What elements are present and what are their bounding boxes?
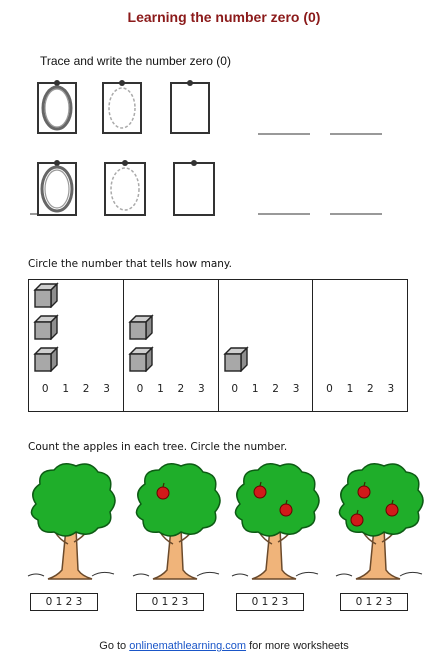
start-dot — [54, 160, 60, 166]
number-choices — [313, 383, 407, 395]
trace-row-2 — [30, 160, 382, 215]
apple-tree — [226, 458, 326, 588]
choice-number[interactable]: 0 — [326, 383, 333, 395]
footer-link[interactable]: onlinemathlearning.com — [129, 640, 247, 652]
choice-number[interactable]: 3 — [197, 383, 205, 395]
count-column — [124, 280, 219, 411]
count-column — [219, 280, 314, 411]
trace-instruction: Trace and write the number zero (0) — [40, 54, 231, 68]
answer-box[interactable]: 0 1 2 3 — [236, 593, 304, 611]
start-dot — [119, 80, 125, 86]
choice-number[interactable]: 1 — [62, 383, 69, 395]
apple-tree — [22, 458, 122, 588]
cube-icon — [128, 346, 154, 372]
choice-number[interactable]: 1 — [251, 383, 259, 395]
count-table — [28, 279, 408, 412]
cube-icon — [223, 346, 249, 372]
number-choices — [29, 383, 123, 395]
answer-box[interactable]: 0 1 2 3 — [30, 593, 98, 611]
start-dot — [122, 160, 128, 166]
choice-number[interactable]: 3 — [103, 383, 110, 395]
answer-box[interactable]: 0 1 2 3 — [340, 593, 408, 611]
start-dot — [191, 160, 197, 166]
zero-solid-inner — [45, 89, 69, 127]
trace-box — [171, 83, 209, 133]
choice-number[interactable]: 0 — [41, 383, 49, 395]
footer-prefix: Go to — [99, 640, 130, 652]
start-dot — [187, 80, 193, 86]
zero-solid-inner — [45, 170, 69, 208]
answer-box[interactable]: 0 1 2 3 — [136, 593, 204, 611]
count-instruction: Circle the number that tells how many. — [28, 258, 232, 270]
footer-suffix: for more worksheets — [246, 640, 349, 652]
choice-number[interactable]: 2 — [367, 383, 374, 395]
choice-number[interactable]: 2 — [272, 383, 279, 395]
footer — [0, 640, 448, 652]
choice-number[interactable]: 2 — [82, 383, 90, 395]
choice-number[interactable]: 3 — [292, 383, 300, 395]
cube-icon — [33, 314, 59, 340]
trace-box — [174, 163, 214, 215]
zero-solid — [42, 167, 72, 211]
trace-row-1 — [38, 80, 382, 134]
choice-number[interactable]: 1 — [157, 383, 164, 395]
apple-instruction: Count the apples in each tree. Circle the number. — [28, 441, 288, 453]
page-title: Learning the number zero (0) — [127, 9, 321, 25]
count-column — [29, 280, 124, 411]
trace-box — [38, 163, 76, 215]
count-column — [313, 280, 407, 411]
choice-number[interactable]: 0 — [231, 383, 239, 395]
zero-solid — [43, 87, 71, 129]
cube-icon — [33, 282, 59, 308]
choice-number[interactable]: 2 — [177, 383, 185, 395]
zero-dotted — [109, 88, 135, 128]
apple-tree — [330, 458, 430, 588]
tracing-area — [0, 75, 448, 225]
zero-dotted — [111, 168, 139, 210]
number-choices — [124, 383, 218, 395]
choice-number[interactable]: 3 — [387, 383, 395, 395]
choice-number[interactable]: 1 — [346, 383, 354, 395]
apple-tree — [127, 458, 227, 588]
cube-icon — [33, 346, 59, 372]
number-choices — [219, 383, 313, 395]
choice-number[interactable]: 0 — [136, 383, 144, 395]
cube-icon — [128, 314, 154, 340]
start-dot — [54, 80, 60, 86]
